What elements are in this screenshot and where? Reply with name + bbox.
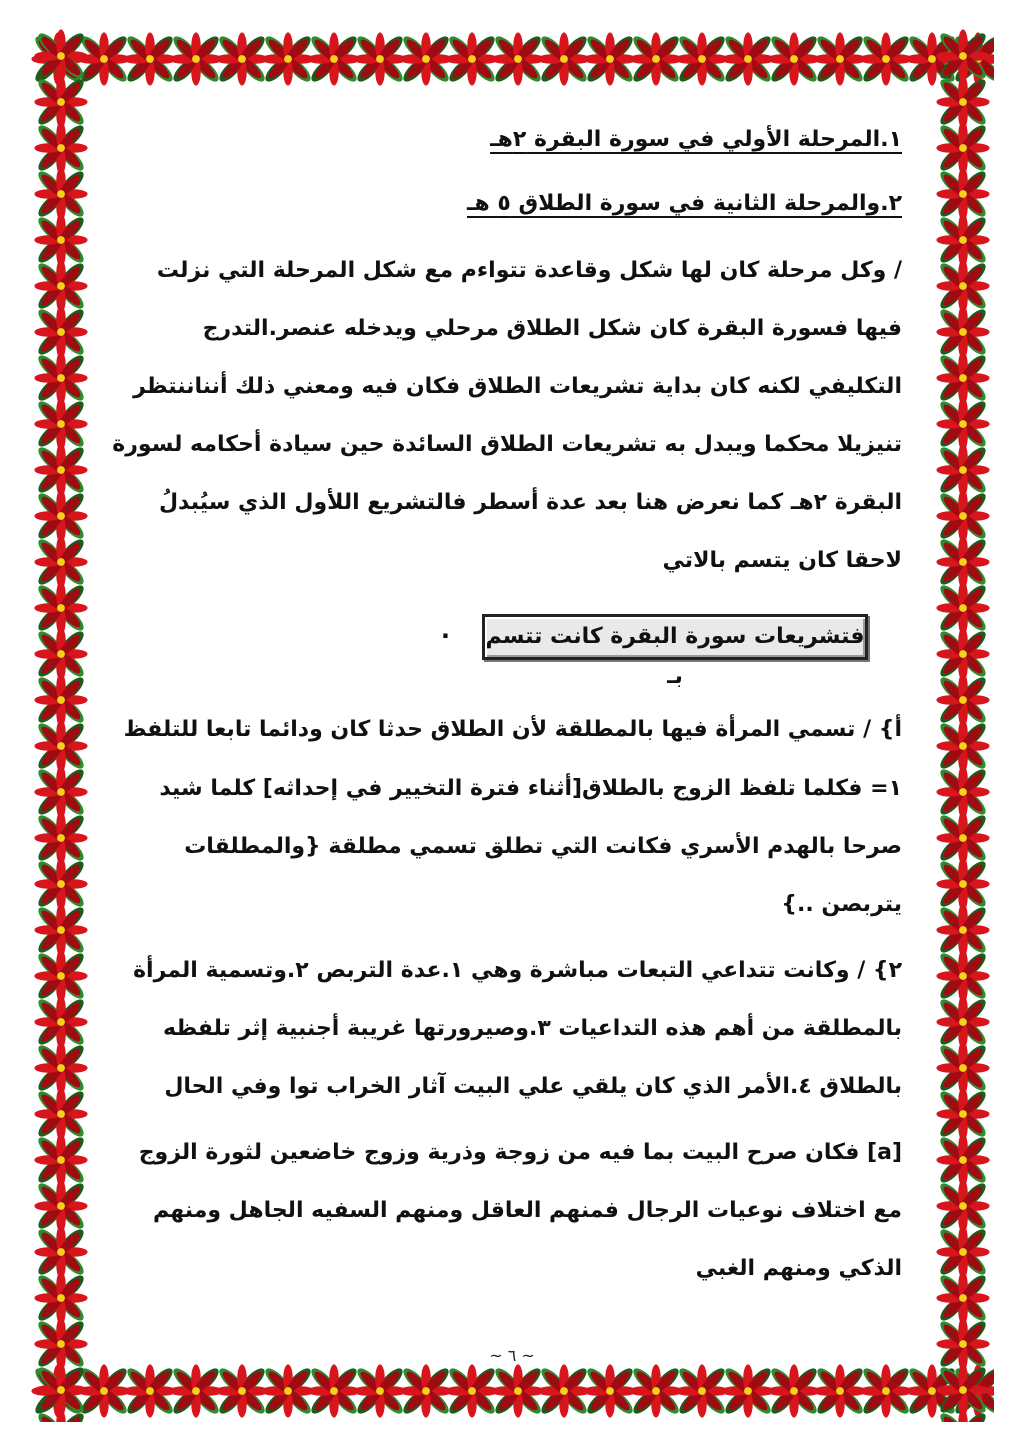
point-two-paragraph: ٢} / وكانت تتداعي التبعات مباشرة وهي ١.عدة التربص ٢.وتسمية المرأة بالمطلقة من أهم هذه التداعيات ٣.وصيرورتها غريبة أجنبية إثر تلفظه بالطلاق ٤.الأمر الذي كان يلقي علي البيت آثار الخراب توا وفي الحال — [133, 958, 902, 1099]
boxed-title-dot: . — [440, 616, 450, 644]
decorative-border-top — [30, 28, 994, 90]
heading-stage-one: ١.المرحلة الأولي في سورة البقرة ٢هـ — [490, 127, 902, 152]
boxed-title: فتشريعات سورة البقرة كانت تتسم بـ — [482, 614, 868, 660]
decorative-border-right — [932, 28, 994, 1422]
decorative-border-bottom — [30, 1360, 994, 1422]
point-one-paragraph: ١= فكلما تلفظ الزوج بالطلاق[أثناء فترة التخيير في إحداثه] كلما شيد صرحا بالهدم الأسري فكانت التي تطلق تسمي مطلقة {والمطلقات يتربصن ..} — [159, 776, 902, 917]
poinsettia-pattern — [30, 1360, 994, 1422]
decorative-border-left — [30, 28, 92, 1422]
intro-paragraph: / وكل مرحلة كان لها شكل وقاعدة تتواءم مع شكل المرحلة التي نزلت فيها فسورة البقرة كان شكل الطلاق مرحلي ويدخله عنصر.التدرج التكليفي لكنه كان بداية تشريعات الطلاق فكان فيه ومعني ذلك أنناننتظر تنيزيلا محكما ويبدل به تشريعات الطلاق السائدة حين سيادة أحكامه لسورة البقرة ٢هـ كما نعرض هنا بعد عدة أسطر فالتشريع اللأول الذي سيُبدلُ لاحقا كان يتسم بالاتي — [112, 258, 902, 573]
boxed-title-row — [112, 608, 902, 689]
poinsettia-pattern — [30, 28, 92, 1422]
point-a-bracket-paragraph: [a] فكان صرح البيت بما فيه من زوجة وذرية وزوج خاضعين لثورة الزوج مع اختلاف نوعيات الرجال فمنهم العاقل ومنهم السفيه الجاهل ومنهم الذكي ومنهم الغبي — [138, 1140, 902, 1281]
page-content — [112, 108, 902, 1298]
poinsettia-pattern — [932, 28, 994, 1422]
page-number: ~ ٦ ~ — [489, 1346, 535, 1365]
heading-stage-two: ٢.والمرحلة الثانية في سورة الطلاق ٥ هـ — [466, 191, 902, 216]
poinsettia-pattern — [30, 28, 994, 90]
point-a-line: أ} / تسمي المرأة فيها بالمطلقة لأن الطلاق حدثا كان ودائما تابعا للتلفظ — [123, 717, 902, 742]
